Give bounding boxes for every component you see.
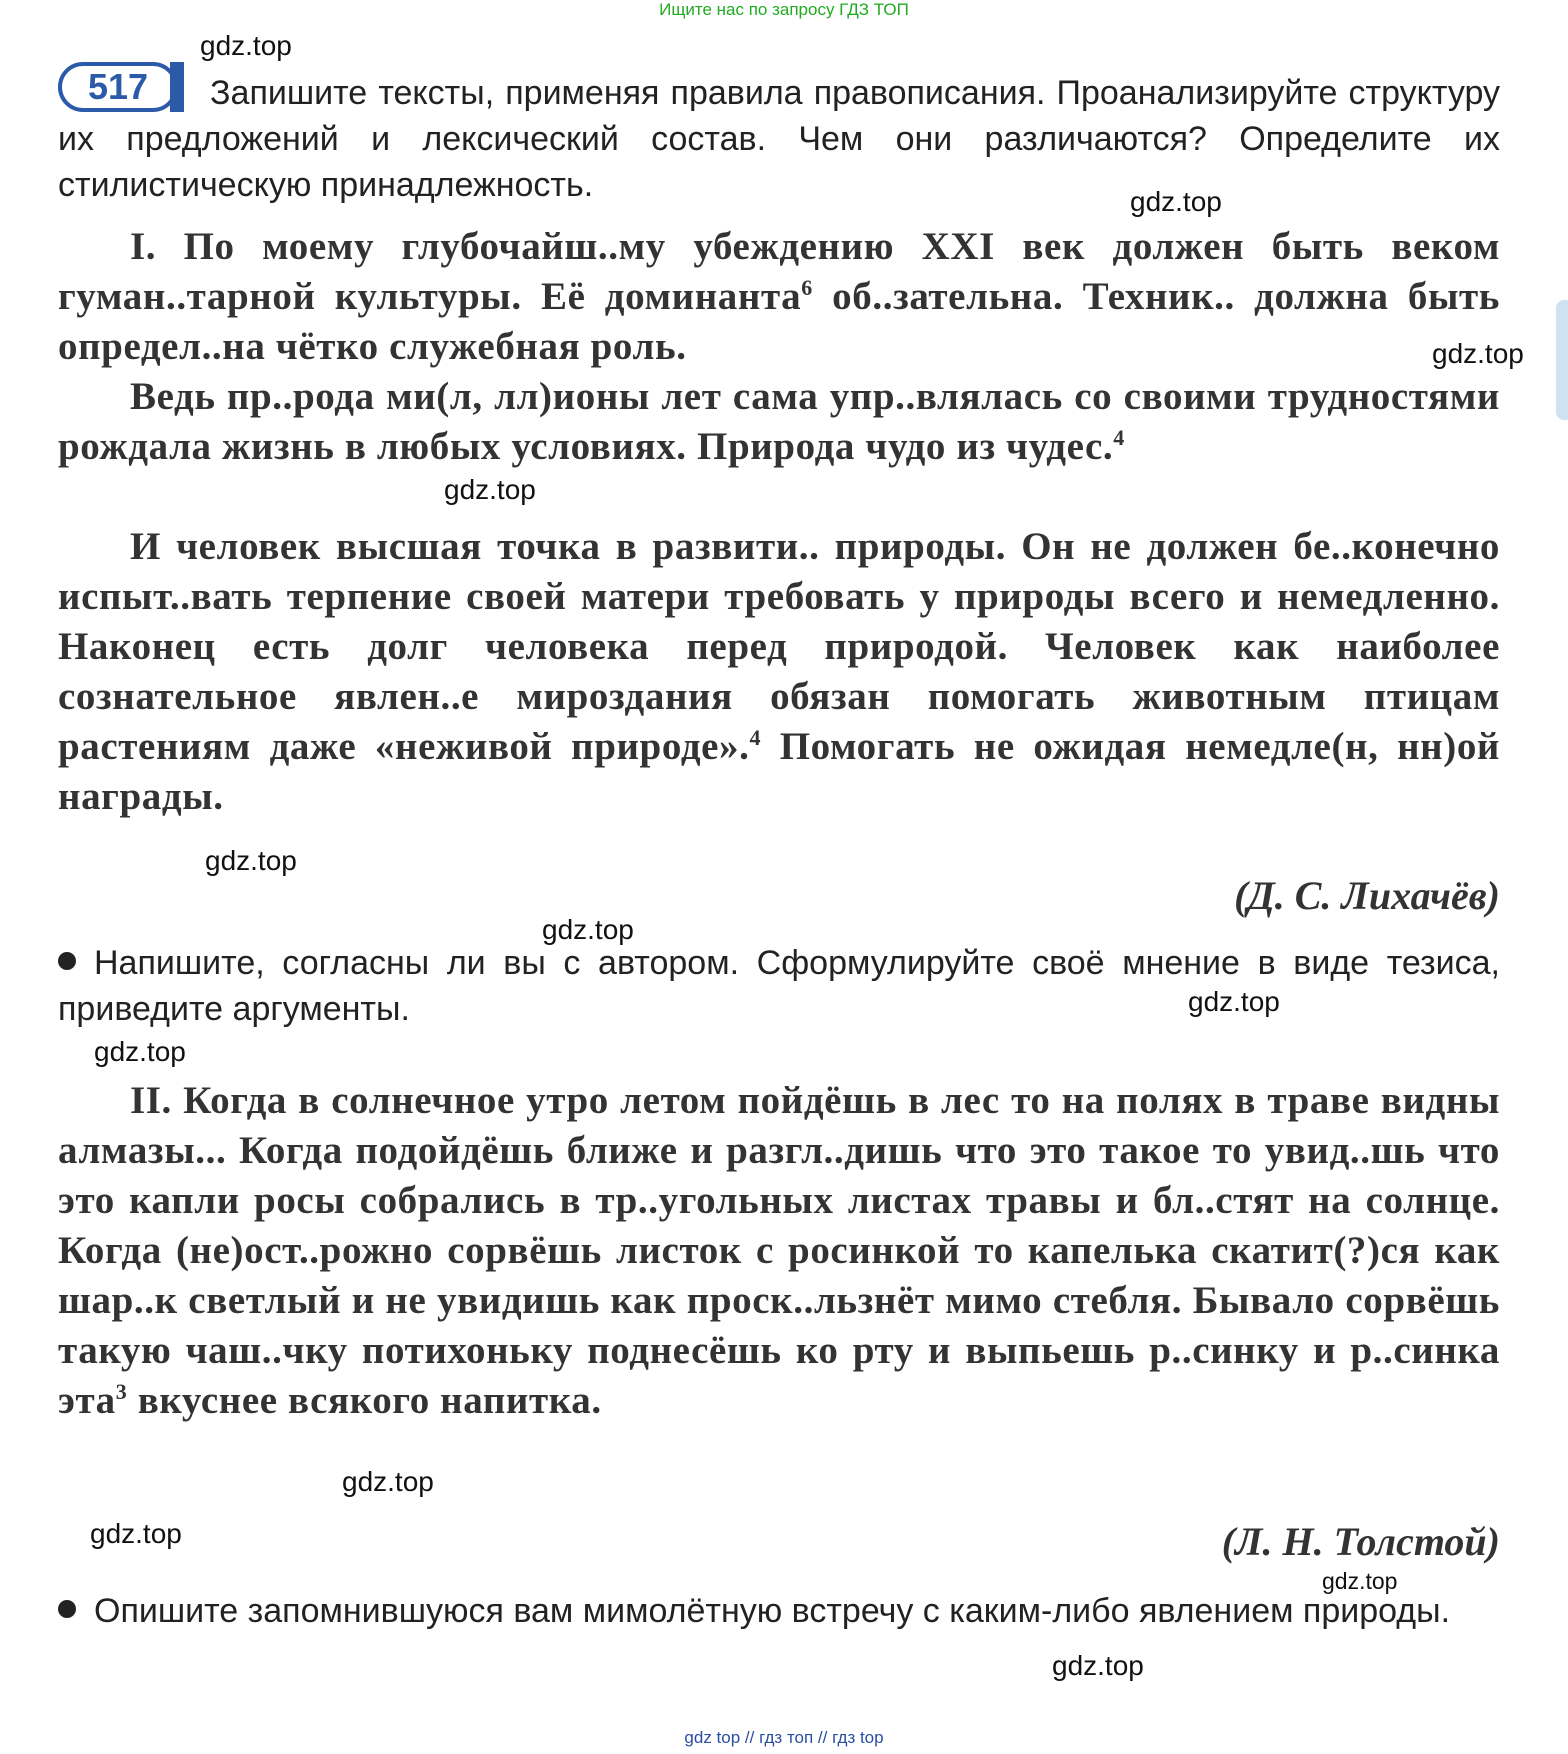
watermark: gdz.top bbox=[1432, 338, 1524, 369]
watermark: gdz.top bbox=[90, 1518, 182, 1549]
text1-p1-part1: I. По моему глубочайш..му убеждению XXI век должен быть веком гуман..тарной культуры. Её доминанта bbox=[58, 225, 1500, 318]
footnote-marker: 4 bbox=[749, 725, 762, 750]
text1-paragraph2 bbox=[58, 372, 1500, 472]
watermark: gdz.top bbox=[1188, 986, 1280, 1017]
search-banner[interactable]: Ищите нас по запросу ГДЗ ТОП bbox=[659, 0, 909, 19]
text2-p1-part1: II. Когда в солнечное утро летом пойдёшь в лес то на полях в траве видны алмазы... Когда подойдёшь ближе и разгл..дишь что это такое то увид..шь что это капли росы собрались в тр..угольных листах травы и бл..стят на солнце. Когда (не)ост..рожно сорвёшь листок с росинкой то капелька скатит(?)ся как шар..к светлый и не увидишь как проск..льзнёт мимо стебля. Бывало сорвёшь такую чаш..чку потихоньку поднесёшь ко рту и выпьешь р..синку и р..синка эта bbox=[58, 1079, 1500, 1422]
question1-text: Напишите, согласны ли вы с автором. Сформулируйте своё мнение в виде тезиса, приведите аргументы. bbox=[58, 944, 1500, 1028]
task-instructions: Запишите тексты, применяя правила правописания. Проанализируйте структуру их предложений и лексический состав. Чем они различаются? Определите их стилистическую принадлежность. bbox=[58, 74, 1500, 204]
text1-paragraph3 bbox=[58, 522, 1500, 822]
text1-p3-part1: И человек высшая точка в развити.. природы. Он не должен бе..конечно испыт..вать терпение своей матери требовать у природы всего и немедленно. Наконец есть долг человека перед природой. Человек как наиболее сознательное явлен..е мироздания обязан помогать животным птицам растениям даже «неживой природе». bbox=[58, 525, 1500, 768]
footnote-marker: 3 bbox=[115, 1379, 128, 1404]
author-tolstoy: (Л. Н. Толстой) bbox=[1221, 1519, 1500, 1564]
bullet-icon bbox=[58, 952, 76, 970]
footnote-marker: 4 bbox=[1113, 425, 1125, 450]
watermark: gdz.top bbox=[94, 1036, 186, 1067]
watermark: gdz.top bbox=[542, 914, 634, 945]
text1-p1-part2: об..зательна. Техник.. должна быть определ..на чётко служебная роль. bbox=[58, 275, 1500, 368]
question2-text: Опишите запомнившуюся вам мимолётную встречу с каким-либо явлением природы. bbox=[94, 1592, 1451, 1630]
watermark: gdz.top bbox=[200, 30, 292, 61]
text1-p2-part1: Ведь пр..рода ми(л, лл)ионы лет сама упр..влялась со своими трудностями рождала жизнь в любых условиях. Природа чудо из чудес. bbox=[58, 375, 1500, 468]
question1 bbox=[58, 940, 1500, 1032]
watermark: gdz.top bbox=[1322, 1568, 1398, 1594]
watermark: gdz.top bbox=[1130, 186, 1222, 217]
bottom-links[interactable]: gdz top // гдз топ // гдз top bbox=[684, 1728, 884, 1747]
watermark: gdz.top bbox=[205, 845, 297, 876]
bullet-icon bbox=[58, 1600, 76, 1618]
exercise-number-badge: 517 bbox=[58, 62, 178, 112]
watermark: gdz.top bbox=[342, 1466, 434, 1497]
text1-paragraph1 bbox=[58, 222, 1500, 372]
page-edge-tab bbox=[1556, 300, 1568, 420]
watermark: gdz.top bbox=[444, 474, 536, 505]
text2-p1-part2: вкуснее всякого напитка. bbox=[127, 1379, 602, 1422]
author-likhachev: (Д. С. Лихачёв) bbox=[1234, 873, 1500, 918]
footnote-marker: 6 bbox=[801, 275, 813, 300]
watermark: gdz.top bbox=[1052, 1650, 1144, 1681]
text1-p3-part2: Помогать не ожидая немедле(н, нн)ой награды. bbox=[58, 725, 1500, 818]
text2-paragraph1 bbox=[58, 1076, 1500, 1426]
question2 bbox=[58, 1588, 1500, 1634]
